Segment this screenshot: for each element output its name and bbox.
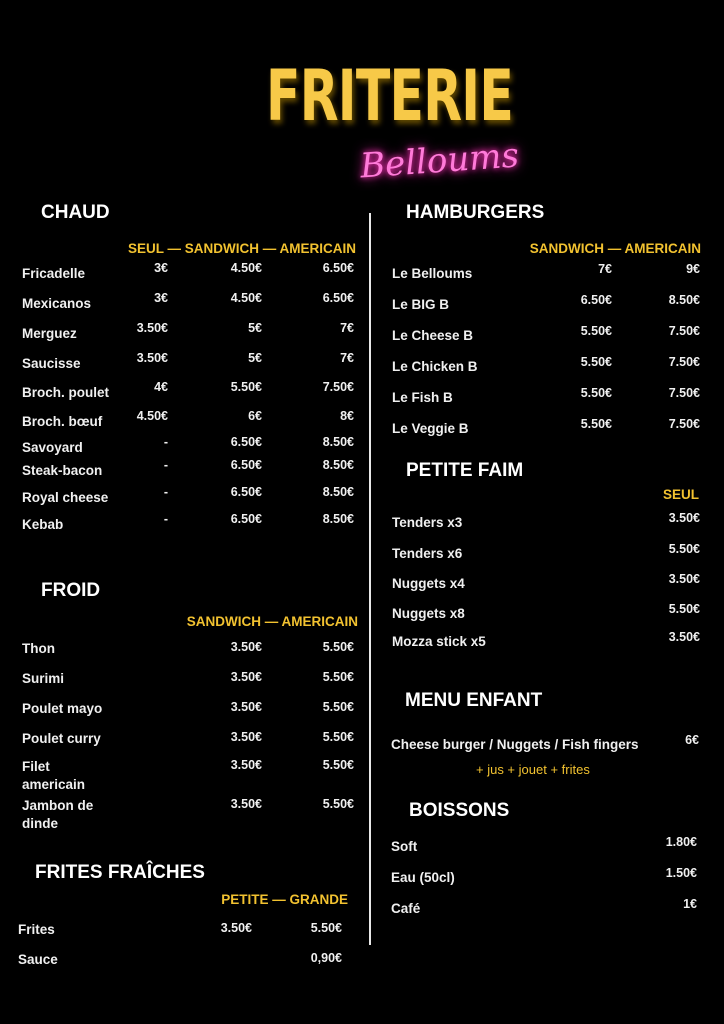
menu-item-name: Le Fish B	[392, 390, 453, 405]
menu-item-price: 6€	[685, 733, 699, 747]
menu-item-name: Fricadelle	[22, 266, 86, 281]
menu-item-price: 6.50€	[322, 261, 354, 275]
menu-item-price: 5.50€	[230, 380, 262, 394]
section-title-froid: FROID	[41, 580, 101, 601]
section-title-frites: FRITES FRAÎCHES	[35, 862, 205, 883]
section-title-petite-faim: PETITE FAIM	[406, 460, 524, 481]
menu-item-price: 4€	[154, 380, 168, 394]
menu-item-name: Cheese burger / Nuggets / Fish fingers	[391, 737, 639, 752]
menu-item-price: 7.50€	[668, 324, 700, 338]
menu-item-price: 6.50€	[322, 291, 354, 305]
menu-item-price: 7€	[340, 351, 354, 365]
menu-item-price: 5.50€	[322, 758, 354, 772]
menu-item-name: Sauce	[18, 952, 58, 967]
menu-item-name: Mexicanos	[22, 296, 92, 311]
menu-item-price: 8.50€	[668, 293, 700, 307]
menu-item-price: 9€	[686, 262, 700, 276]
menu-item-price: 8.50€	[322, 458, 354, 472]
column-headers: SANDWICH — AMERICAIN	[529, 241, 701, 256]
menu-item-name: Thon	[22, 641, 55, 656]
menu-item-price: 8€	[340, 409, 354, 423]
menu-item-price: 6€	[248, 409, 262, 423]
menu-item-name: Mozza stick x5	[392, 634, 486, 649]
menu-item-price: 8.50€	[322, 485, 354, 499]
column-headers: SANDWICH — AMERICAIN	[186, 614, 358, 629]
menu-item-price: 5.50€	[668, 542, 700, 556]
menu-item-name: Le Chicken B	[392, 359, 478, 374]
menu-item-price: 5.50€	[668, 602, 700, 616]
menu-item-price: 3.50€	[230, 640, 262, 654]
menu-item-price: 3.50€	[668, 630, 700, 644]
menu-item-name: Poulet mayo	[22, 701, 103, 716]
menu-item-price: 7.50€	[668, 355, 700, 369]
menu-item-price: 4.50€	[230, 291, 262, 305]
menu-item-price: 6.50€	[580, 293, 612, 307]
menu-item-price: 3.50€	[230, 700, 262, 714]
menu-item-price: 3.50€	[220, 921, 252, 935]
column-headers: PETITE — GRANDE	[221, 892, 348, 907]
menu-item-price: 8.50€	[322, 435, 354, 449]
menu-item-price: 3.50€	[230, 797, 262, 811]
menu-item-price: -	[163, 485, 168, 499]
menu-item-price: 1.50€	[665, 866, 697, 880]
menu-item-name: Café	[391, 901, 421, 916]
logo-subtitle: Belloums	[358, 135, 521, 187]
menu-item-name: Savoyard	[22, 440, 83, 455]
section-title-menu-enfant: MENU ENFANT	[405, 690, 543, 711]
menu-item-price: 5.50€	[322, 700, 354, 714]
menu-item-name: Broch. bœuf	[22, 414, 103, 429]
menu-item-price: 3€	[154, 261, 168, 275]
menu-item-price: 5.50€	[580, 324, 612, 338]
menu-item-name: Merguez	[22, 326, 77, 341]
menu-item-price: 7.50€	[322, 380, 354, 394]
menu-item-name: Le Cheese B	[392, 328, 474, 343]
menu-item-price: 3.50€	[230, 670, 262, 684]
menu-item-price: 3.50€	[230, 758, 262, 772]
menu-item-price: 3.50€	[230, 730, 262, 744]
menu-item-price: 4.50€	[230, 261, 262, 275]
menu-item-price: 0,90€	[310, 951, 342, 965]
menu-item-price: 6.50€	[230, 512, 262, 526]
section-title-chaud: CHAUD	[41, 202, 110, 223]
menu-item-price: 5.50€	[310, 921, 342, 935]
menu-item-name: Le Veggie B	[392, 421, 469, 436]
menu-item-name: Jambon de dinde	[22, 798, 94, 831]
section-title-hamburgers: HAMBURGERS	[406, 202, 545, 223]
menu-item-name: Broch. poulet	[22, 385, 109, 400]
menu-item-price: 5.50€	[322, 730, 354, 744]
menu-item-price: 7€	[340, 321, 354, 335]
menu-item-price: 5€	[248, 351, 262, 365]
menu-item-name: Eau (50cl)	[391, 870, 455, 885]
menu-item-name: Filet americain	[22, 759, 86, 792]
menu-item-name: Royal cheese	[22, 490, 109, 505]
menu-item-price: 4.50€	[136, 409, 168, 423]
menu-item-price: 5.50€	[580, 386, 612, 400]
menu-item-name: Steak-bacon	[22, 463, 103, 478]
menu-item-name: Saucisse	[22, 356, 81, 371]
menu-item-name: Kebab	[22, 517, 64, 532]
menu-item-name: Frites	[18, 922, 55, 937]
menu-item-name: Surimi	[22, 671, 65, 686]
menu-item-price: 6.50€	[230, 458, 262, 472]
menu-item-price: 1.80€	[665, 835, 697, 849]
menu-item-name: Nuggets x8	[392, 606, 465, 621]
menu-item-price: 5.50€	[580, 355, 612, 369]
menu-item-name: Le Belloums	[392, 266, 473, 281]
menu-item-name: Tenders x6	[392, 546, 463, 561]
menu-item-price: 7.50€	[668, 386, 700, 400]
menu-item-price: -	[163, 512, 168, 526]
menu-item-price: 3.50€	[668, 511, 700, 525]
menu-item-name: Poulet curry	[22, 731, 101, 746]
menu-item-price: 6.50€	[230, 485, 262, 499]
column-headers: SEUL	[662, 487, 699, 502]
menu-item-price: 3.50€	[136, 321, 168, 335]
menu-item-price: 1€	[683, 897, 697, 911]
menu-item-name: Tenders x3	[392, 515, 463, 530]
menu-item-price: 5.50€	[322, 670, 354, 684]
menu-item-price: 3.50€	[136, 351, 168, 365]
menu-item-name: Nuggets x4	[392, 576, 465, 591]
column-headers: SEUL — SANDWICH — AMERICAIN	[127, 241, 356, 256]
menu-item-price: 3.50€	[668, 572, 700, 586]
menu-item-price: 6.50€	[230, 435, 262, 449]
logo-title: FRITERIE	[266, 55, 514, 137]
menu-enfant-note: + jus + jouet + frites	[476, 762, 590, 777]
menu-item-price: 5€	[248, 321, 262, 335]
column-divider	[369, 213, 371, 945]
menu-item-price: 7.50€	[668, 417, 700, 431]
menu-item-price: -	[163, 458, 168, 472]
menu-item-name: Soft	[391, 839, 418, 854]
menu-item-price: 3€	[154, 291, 168, 305]
menu-item-price: 5.50€	[322, 640, 354, 654]
menu-item-price: -	[163, 435, 168, 449]
menu-item-price: 5.50€	[322, 797, 354, 811]
menu-item-price: 8.50€	[322, 512, 354, 526]
section-title-boissons: BOISSONS	[409, 800, 510, 821]
menu-item-price: 7€	[598, 262, 612, 276]
menu-item-price: 5.50€	[580, 417, 612, 431]
menu-item-name: Le BIG B	[392, 297, 450, 312]
